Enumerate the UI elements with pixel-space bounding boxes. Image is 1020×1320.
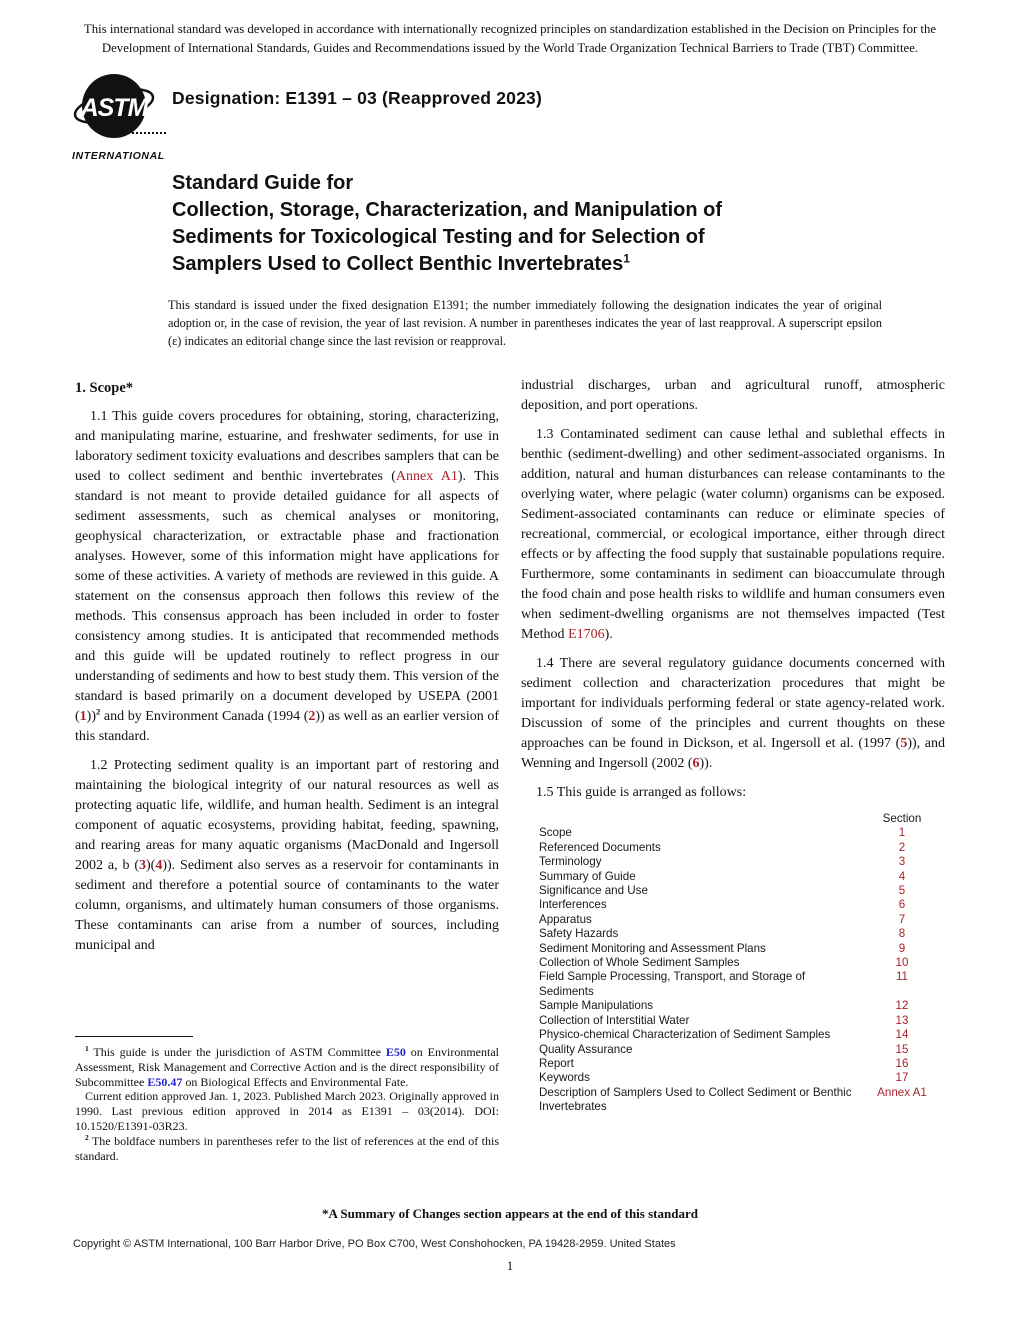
toc-entry-label: Physico-chemical Characterization of Sediment Samples [539,1028,831,1042]
title-footnote-ref: 1 [623,251,630,266]
title-line [172,197,862,224]
toc-row [521,841,945,855]
astm-logo-text: ASTM [80,94,148,122]
toc-row [521,1086,945,1115]
page-number: 1 [506,1258,514,1273]
title-line [172,170,862,197]
astm-logo [72,70,182,162]
toc-row [521,1014,945,1028]
text-segment: )), and Wenning and Ingersoll (2002 ( [521,736,945,771]
text-segment: )) [86,709,96,724]
text-segment: ). This standard is not meant to provide detailed guidance for all aspects of sediment assessments, such as chemical analyses or monitoring, geophysical characterization, or extractable phase and fractionation analyses. However, some of this information might have applications for some of these activities. A variety of methods are reviewed in this guide. A statement on the consensus approach then follows this review of the methods. This consensus approach has been included in order to foster consistency among studies. It is anticipated that recommended methods and this guide will be updated routinely to reflect progress in our understanding of sediments and how to best study them. This version of the standard is based primarily on a document developed by USEPA (2001 ( [75,469,499,724]
toc-row [521,913,945,927]
astm-logo-subtitle: INTERNATIONAL [72,150,165,162]
toc-entry-label: Report [539,1056,574,1070]
paragraph-1-2 [75,756,499,956]
toc-row [521,942,945,956]
footnote-1 [75,1045,499,1089]
right-column [521,376,945,1115]
toc-section-link[interactable]: 17 [895,1071,909,1085]
toc-row [521,826,945,840]
arrangement-table [521,812,945,1115]
toc-row [521,1028,945,1042]
footnote-2 [75,1134,499,1164]
text-segment: 1.2 Protecting sediment quality is an important part of restoring and maintaining the biological integrity of our natural resources as well as protecting aquatic life, wildlife, and human health. Sediment is an integral component of aquatic ecosystems, providing habitat, feeding, spawning, and rearing areas for many aquatic organisms (MacDonald and Ingersoll 2002 a, b ( [75,758,499,873]
toc-entry-label: Sample Manipulations [539,999,654,1013]
toc-row [521,898,945,912]
toc-section-link[interactable]: Annex A1 [877,1085,927,1099]
toc-section-link[interactable]: 14 [895,1028,909,1042]
document-title [172,170,862,278]
toc-entry-label: Scope [539,826,572,840]
toc-section-link[interactable]: 16 [895,1056,909,1070]
toc-entry-label: Interferences [539,898,607,912]
reference-2-link[interactable]: 2 [308,709,316,724]
reference-5-link[interactable]: 5 [900,736,908,751]
text-segment: The boldface numbers in parentheses refer to the list of references at the end of this standard. [75,1133,499,1163]
paragraph-1-5: 1.5 This guide is arranged as follows: [536,785,747,800]
left-column [75,376,499,965]
toc-entry-label: Quality Assurance [539,1042,633,1056]
footnotes [75,1036,499,1163]
toc-row [521,956,945,970]
toc-section-link[interactable]: 6 [898,898,906,912]
toc-row [521,855,945,869]
toc-section-link[interactable]: 3 [898,855,906,869]
toc-entry-label: Apparatus [539,912,592,926]
text-segment: on Environmental Assessment, Risk Management and Corrective Action and is the direct responsibility of Subcommittee [75,1045,499,1089]
toc-entry-label: Terminology [539,855,602,869]
toc-section-link[interactable]: 4 [898,869,906,883]
text-segment: )) as well as an earlier version of this standard. [75,709,499,744]
summary-of-changes-note: *A Summary of Changes section appears at the end of this standard [322,1206,698,1221]
paragraph-1-4 [521,654,945,774]
toc-section-link[interactable]: 9 [898,941,906,955]
title-line [172,251,862,278]
toc-row [521,927,945,941]
toc-section-link[interactable]: 5 [898,884,906,898]
text-segment: )( [146,858,156,873]
text-segment: 1.4 There are several regulatory guidance documents concerned with sediment collection and characterization procedures that might be important for individuals performing federal or state agency-related work. Discussion of some of the principles and current thoughts on these approaches can be found in Dickson, et al. Ingersoll et al. (1997 ( [521,656,945,751]
footnote-1-marker: 1 [85,1044,89,1053]
toc-entry-label: Keywords [539,1071,590,1085]
reference-3-link[interactable]: 3 [139,858,147,873]
toc-section-link[interactable]: 1 [898,826,906,840]
toc-section-link[interactable]: 2 [898,840,906,854]
reference-4-link[interactable]: 4 [155,858,163,873]
paragraph-1-2-continued: industrial discharges, urban and agricultural runoff, atmospheric deposition, and port operations. [521,378,945,413]
designation: Designation: E1391 – 03 (Reapproved 2023) [172,88,543,108]
paragraph-1-1 [75,407,499,747]
text-segment: 1.3 Contaminated sediment can cause lethal and sublethal effects in benthic (sediment-dwelling) and other sediment-associated organisms. In addition, natural and human disturbances can release contaminants to the overlying water, where pelagic (water column) organisms can be exposed. Sediment-associated contaminants can reduce or eliminate species of recreational, commercial, or ecological importance, either through direct effects or by affecting the food supply that sustainable populations require. Furthermore, some contaminants in sediment can bioaccumulate through the food chain and pose health risks to wildlife and human consumers even when sediment-dwelling organisms are not themselves impacted (Test Method [521,427,945,642]
text-segment: Collection, Storage, Characterization, and Manipulation of [172,199,723,221]
e1706-link[interactable]: E1706 [568,627,605,642]
toc-entry-label: Referenced Documents [539,840,661,854]
toc-entry-label: Summary of Guide [539,869,636,883]
e50-link[interactable]: E50 [385,1045,406,1059]
wto-disclaimer: This international standard was developed in accordance with internationally recognized principles on standardization established in the Decision on Principles for the Development of International Standards, Guides and Recommendations issued by the World Trade Organization Technical Barriers to Trade (TBT) Committee. [83,22,937,56]
toc-header-spacer [521,812,859,826]
title-line [172,224,862,251]
text-segment: and by Environment Canada (1994 ( [100,709,309,724]
toc-section-link[interactable]: 12 [895,999,909,1013]
toc-row [521,1057,945,1071]
paragraph-1-3 [521,425,945,645]
reference-1-link[interactable]: 1 [79,709,87,724]
toc-entry-label: Collection of Whole Sediment Samples [539,956,740,970]
toc-section-link[interactable]: 8 [898,927,906,941]
text-segment: ). [604,627,613,642]
text-segment: Samplers Used to Collect Benthic Invertebrates [172,253,624,275]
text-segment: )). Sediment also serves as a reservoir for contaminants in sediment and therefore a potential source of contaminants to the water column, organisms, and ultimately human consumers of those organisms. These contaminants can arise from a number of sources, including municipal and [75,858,499,953]
logo-orbit-dots [132,132,166,134]
text-segment: Sediments for Toxicological Testing and for Selection of [172,226,705,248]
toc-row [521,970,945,999]
copyright-line: Copyright © ASTM International, 100 Barr Harbor Drive, PO Box C700, West Conshohocken, PA 19428-2959. United States [73,1238,676,1250]
issued-note: This standard is issued under the fixed designation E1391; the number immediately following the designation indicates the year of original adoption or, in the case of revision, the year of last revision. A number in parentheses indicates the year of last reapproval. A superscript epsilon (ε) indicates an editorial change since the last revision or reapproval. [168,298,882,348]
toc-row [521,870,945,884]
text-segment: This guide is under the jurisdiction of ASTM Committee [88,1045,386,1059]
footnote-edition: Current edition approved Jan. 1, 2023. Published March 2023. Originally approved in 1990. Last previous edition approved in 2014 as E1391 – 03(2014). DOI: 10.1520/E1391-03R23. [75,1089,499,1133]
footnote-separator [75,1036,193,1037]
toc-section-link[interactable]: 13 [895,1013,909,1027]
toc-header-row [521,812,945,826]
reference-6-link[interactable]: 6 [692,756,700,771]
toc-row [521,884,945,898]
toc-section-link[interactable]: 11 [895,970,909,984]
text-segment: Standard Guide for [172,172,354,194]
toc-section-link[interactable]: 7 [898,912,906,926]
footnote-2-marker: 2 [85,1132,89,1142]
toc-entry-label: Significance and Use [539,884,648,898]
toc-entry-label: Sediment Monitoring and Assessment Plans [539,941,766,955]
footnote-2-ref[interactable]: 2 [96,706,101,717]
annex-a1-link[interactable]: Annex A1 [395,469,458,484]
text-segment: on Biological Effects and Environmental Fate. [182,1074,409,1089]
toc-entry-label: Description of Samplers Used to Collect Sediment or Benthic Invertebrates [539,1085,852,1114]
toc-row [521,999,945,1013]
toc-entry-label: Safety Hazards [539,927,619,941]
text-segment: )). [699,756,713,771]
toc-entry-label: Field Sample Processing, Transport, and Storage of Sediments [539,970,806,998]
toc-section-link[interactable]: 10 [895,956,909,970]
scope-heading: 1. Scope* [75,380,133,396]
toc-row [521,1071,945,1085]
toc-row [521,1043,945,1057]
text-segment: 1.1 This guide covers procedures for obtaining, storing, characterizing, and manipulating marine, estuarine, and freshwater sediments, for use in laboratory sediment toxicity evaluations and describes samplers that can be used to collect sediment and benthic invertebrates ( [75,409,499,484]
toc-entry-label: Collection of Interstitial Water [539,1013,690,1027]
toc-header-section: Section [882,812,922,825]
toc-section-link[interactable]: 15 [895,1042,909,1056]
e50-47-link[interactable]: E50.47 [147,1074,183,1089]
